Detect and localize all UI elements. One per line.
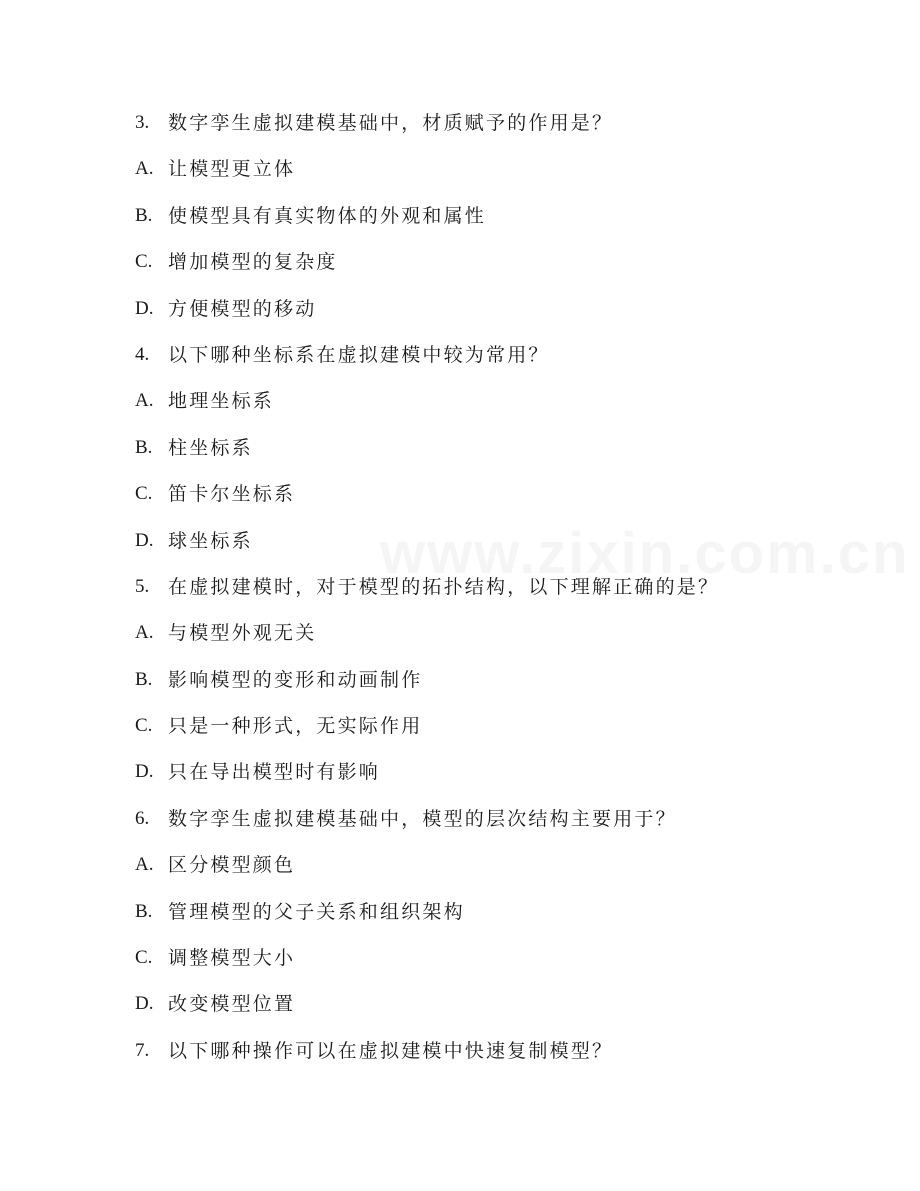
question-6-option-b [135, 897, 855, 943]
option-letter: D. [135, 529, 154, 551]
question-6-stem [135, 804, 855, 850]
option-text: 影响模型的变形和动画制作 [168, 668, 423, 691]
option-text: 柱坐标系 [168, 436, 253, 459]
question-number: 6. [135, 807, 150, 829]
option-text: 笛卡尔坐标系 [168, 483, 296, 506]
option-text: 改变模型位置 [168, 993, 296, 1016]
question-3-option-c [135, 247, 855, 293]
option-text: 让模型更立体 [168, 158, 296, 181]
question-number: 7. [135, 1039, 150, 1061]
option-letter: D. [135, 297, 154, 319]
option-letter: C. [135, 251, 153, 273]
question-3-option-d [135, 294, 855, 340]
option-letter: A. [135, 390, 154, 412]
option-text: 方便模型的移动 [168, 297, 317, 320]
question-6-option-a [135, 850, 855, 896]
question-3-stem [135, 108, 855, 154]
question-number: 5. [135, 575, 150, 597]
question-4-option-c [135, 479, 855, 525]
option-letter: B. [135, 204, 153, 226]
option-letter: C. [135, 715, 153, 737]
option-letter: D. [135, 761, 154, 783]
option-text: 管理模型的父子关系和组织架构 [168, 900, 465, 923]
option-letter: D. [135, 993, 154, 1015]
watermark: www.zixin.com.cn [380, 521, 910, 586]
question-3-option-b [135, 201, 855, 247]
option-letter: B. [135, 900, 153, 922]
option-letter: A. [135, 622, 154, 644]
question-4-option-d [135, 526, 855, 572]
option-text: 只在导出模型时有影响 [168, 761, 381, 784]
option-letter: B. [135, 668, 153, 690]
question-number: 3. [135, 112, 150, 133]
question-4-stem [135, 340, 855, 386]
option-text: 球坐标系 [168, 529, 253, 552]
question-text: 以下哪种操作可以在虚拟建模中快速复制模型？ [168, 1039, 614, 1062]
question-5-option-d [135, 757, 855, 803]
question-6-option-d [135, 989, 855, 1035]
option-letter: A. [135, 158, 154, 180]
question-text: 数字孪生虚拟建模基础中，材质赋予的作用是？ [168, 112, 614, 134]
option-text: 区分模型颜色 [168, 854, 296, 877]
question-5-option-a [135, 618, 855, 664]
question-5-stem [135, 572, 855, 618]
question-4-option-b [135, 433, 855, 479]
option-letter: C. [135, 483, 153, 505]
option-letter: B. [135, 436, 153, 458]
option-text: 调整模型大小 [168, 947, 296, 970]
option-letter: A. [135, 854, 154, 876]
question-number: 4. [135, 343, 150, 365]
question-7-stem [135, 1036, 855, 1082]
question-text: 在虚拟建模时，对于模型的拓扑结构，以下理解正确的是？ [168, 575, 720, 598]
question-list [135, 108, 855, 1082]
option-letter: C. [135, 947, 153, 969]
question-4-option-a [135, 386, 855, 432]
question-6-option-c [135, 943, 855, 989]
question-3-option-a [135, 154, 855, 200]
option-text: 与模型外观无关 [168, 622, 317, 645]
question-text: 数字孪生虚拟建模基础中，模型的层次结构主要用于？ [168, 807, 677, 830]
question-text: 以下哪种坐标系在虚拟建模中较为常用？ [168, 343, 550, 366]
option-text: 只是一种形式，无实际作用 [168, 715, 423, 738]
question-5-option-b [135, 665, 855, 711]
option-text: 增加模型的复杂度 [168, 251, 338, 274]
question-5-option-c [135, 711, 855, 757]
option-text: 地理坐标系 [168, 390, 275, 413]
option-text: 使模型具有真实物体的外观和属性 [168, 204, 487, 227]
